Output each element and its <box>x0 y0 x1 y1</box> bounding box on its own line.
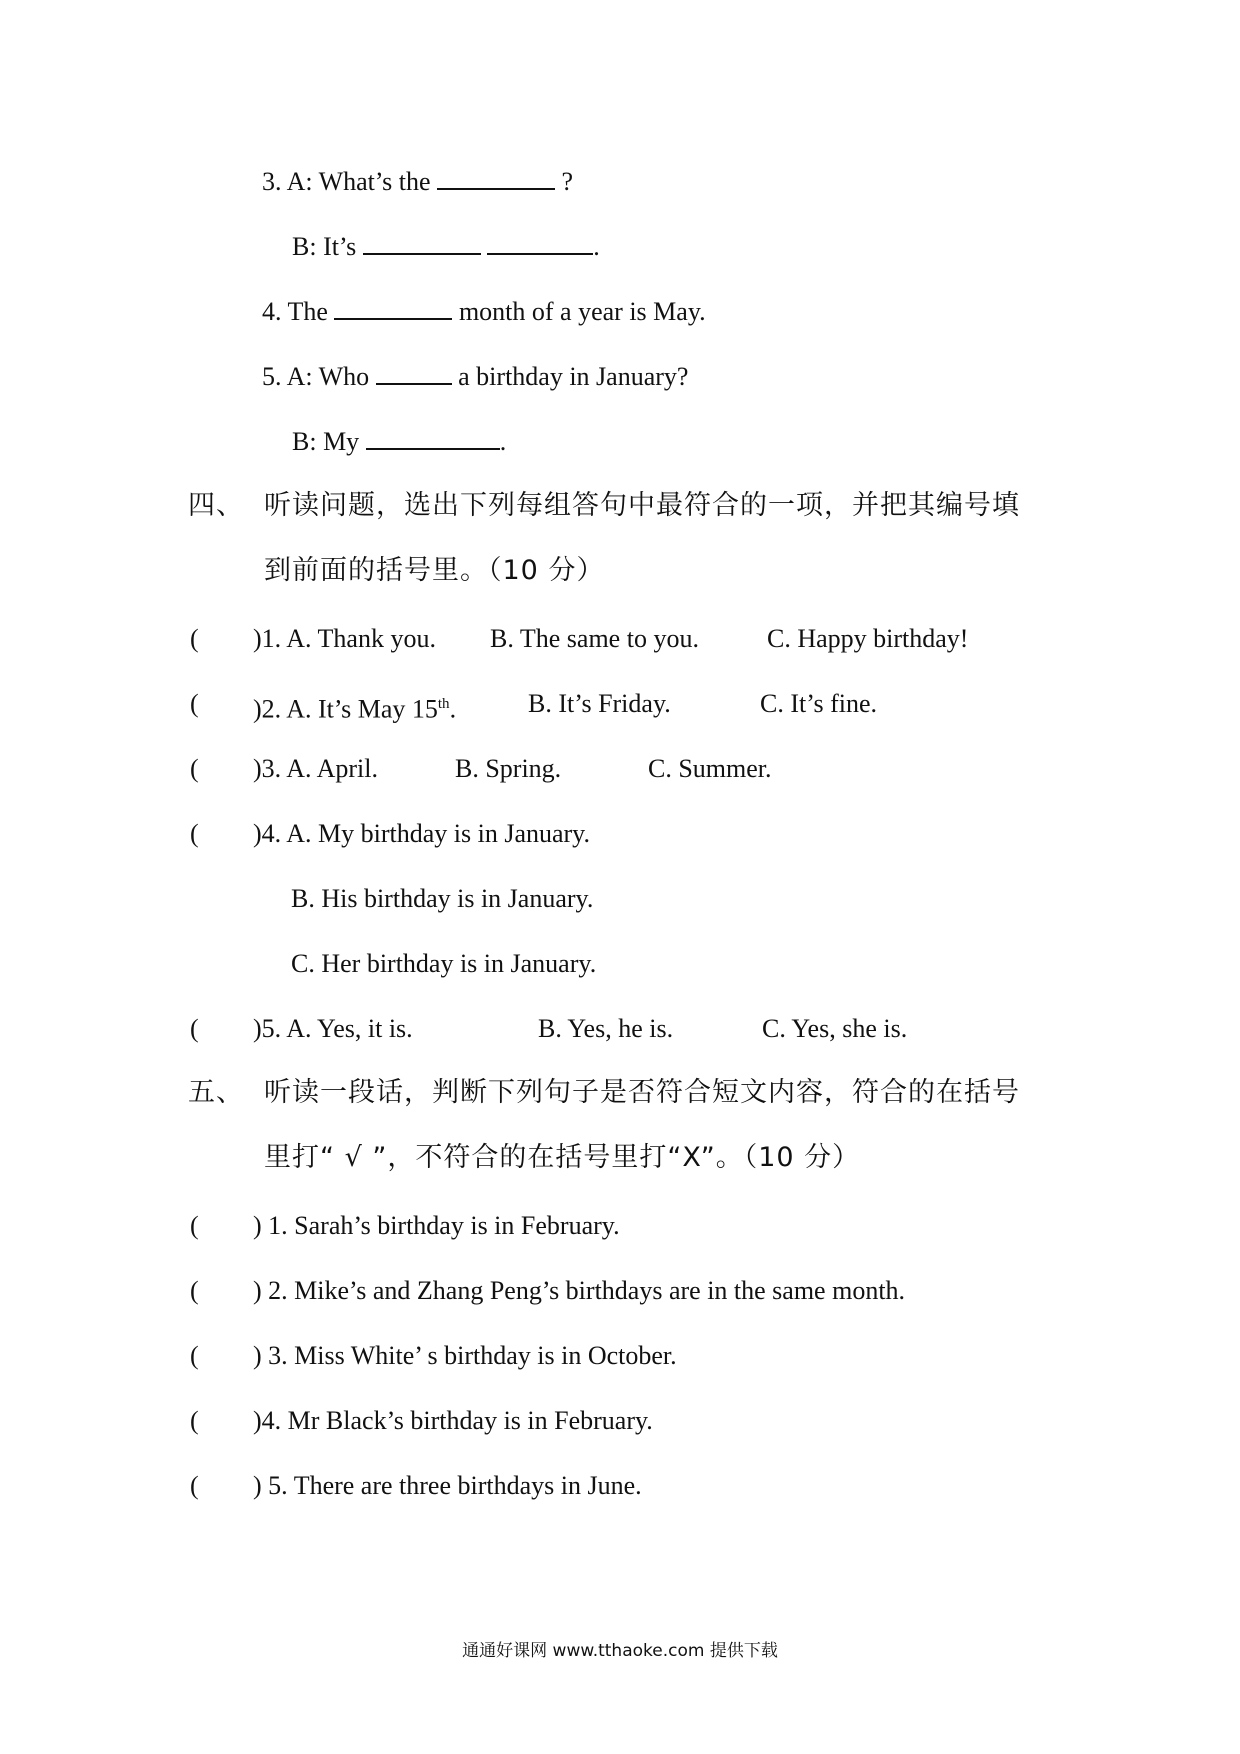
q3a-line <box>262 166 573 198</box>
option-c: C. Yes, she is. <box>762 1014 908 1043</box>
answer-paren[interactable]: ( <box>190 754 199 783</box>
answer-paren[interactable]: ( <box>190 819 199 848</box>
q4-suffix: month of a year is May. <box>458 297 706 326</box>
answer-paren[interactable]: ( <box>190 1211 199 1240</box>
option-b: B. Spring. <box>455 754 562 783</box>
q5a-prefix: 5. A: Who <box>262 362 370 391</box>
item-question <box>253 688 456 726</box>
item-question: )3. A. April. <box>253 754 378 783</box>
q5a-suffix: a birthday in January? <box>458 362 689 391</box>
q3a-prefix: 3. A: What’s the <box>262 167 431 196</box>
q3a-suffix: ? <box>561 167 574 196</box>
answer-paren[interactable]: ( <box>190 1014 199 1043</box>
section5-instruction-1: 听读一段话，判断下列句子是否符合短文内容，符合的在括号 <box>264 1077 1020 1108</box>
q4-blank[interactable] <box>334 296 452 320</box>
answer-paren[interactable]: ( <box>190 1276 199 1305</box>
answer-paren[interactable]: ( <box>190 1406 199 1435</box>
option-b: B. Yes, he is. <box>538 1014 674 1043</box>
answer-paren[interactable]: ( <box>190 624 199 653</box>
section4-number: 四、 <box>188 490 244 521</box>
option-c: C. Her birthday is in January. <box>291 949 597 978</box>
statement: ) 5. There are three birthdays in June. <box>253 1471 642 1500</box>
section4-instruction-1: 听读问题，选出下列每组答句中最符合的一项，并把其编号填 <box>264 490 1020 521</box>
q3b-line <box>292 231 600 263</box>
option-b: B. It’s Friday. <box>528 689 671 718</box>
option-c: C. It’s fine. <box>760 689 877 718</box>
section5-number: 五、 <box>188 1077 244 1108</box>
q5b-prefix: B: My <box>292 427 360 456</box>
option-b: B. His birthday is in January. <box>291 884 594 913</box>
statement: )4. Mr Black’s birthday is in February. <box>253 1406 653 1435</box>
item-question: )4. A. My birthday is in January. <box>253 819 590 848</box>
ordinal-suffix: th <box>437 696 450 712</box>
item-question: )5. A. Yes, it is. <box>253 1014 413 1043</box>
item-question-text: )2. A. It’s May 15 <box>253 694 438 724</box>
statement: ) 2. Mike’s and Zhang Peng’s birthdays are in the same month. <box>253 1276 906 1305</box>
q3b-prefix: B: It’s <box>292 232 357 261</box>
q5b-line <box>292 426 506 458</box>
answer-paren[interactable]: ( <box>190 1471 199 1500</box>
q5a-line <box>262 361 688 393</box>
q3b-blank-1[interactable] <box>363 231 481 255</box>
q4-line <box>262 296 706 328</box>
q5a-blank[interactable] <box>376 361 452 385</box>
q5b-blank[interactable] <box>366 426 500 450</box>
q3b-suffix: . <box>593 232 600 261</box>
statement: ) 3. Miss White’ s birthday is in October. <box>253 1341 677 1370</box>
section5-instruction-2: 里打“ √ ”，不符合的在括号里打“X”。（10 分） <box>264 1142 861 1173</box>
option-c: C. Happy birthday! <box>767 624 969 653</box>
answer-paren[interactable]: ( <box>190 1341 199 1370</box>
page-footer: 通通好课网 www.tthaoke.com 提供下载 <box>462 1641 778 1661</box>
statement: ) 1. Sarah’s birthday is in February. <box>253 1211 620 1240</box>
q3b-blank-2[interactable] <box>487 231 593 255</box>
section4-instruction-2: 到前面的括号里。（10 分） <box>264 555 605 586</box>
q4-prefix: 4. The <box>262 297 328 326</box>
q5b-suffix: . <box>499 427 507 456</box>
item-question-period: . <box>449 694 457 724</box>
option-c: C. Summer. <box>648 754 772 783</box>
answer-paren[interactable]: ( <box>190 689 199 718</box>
option-b: B. The same to you. <box>490 624 699 653</box>
q3a-blank[interactable] <box>437 166 555 190</box>
item-question: )1. A. Thank you. <box>253 624 436 653</box>
